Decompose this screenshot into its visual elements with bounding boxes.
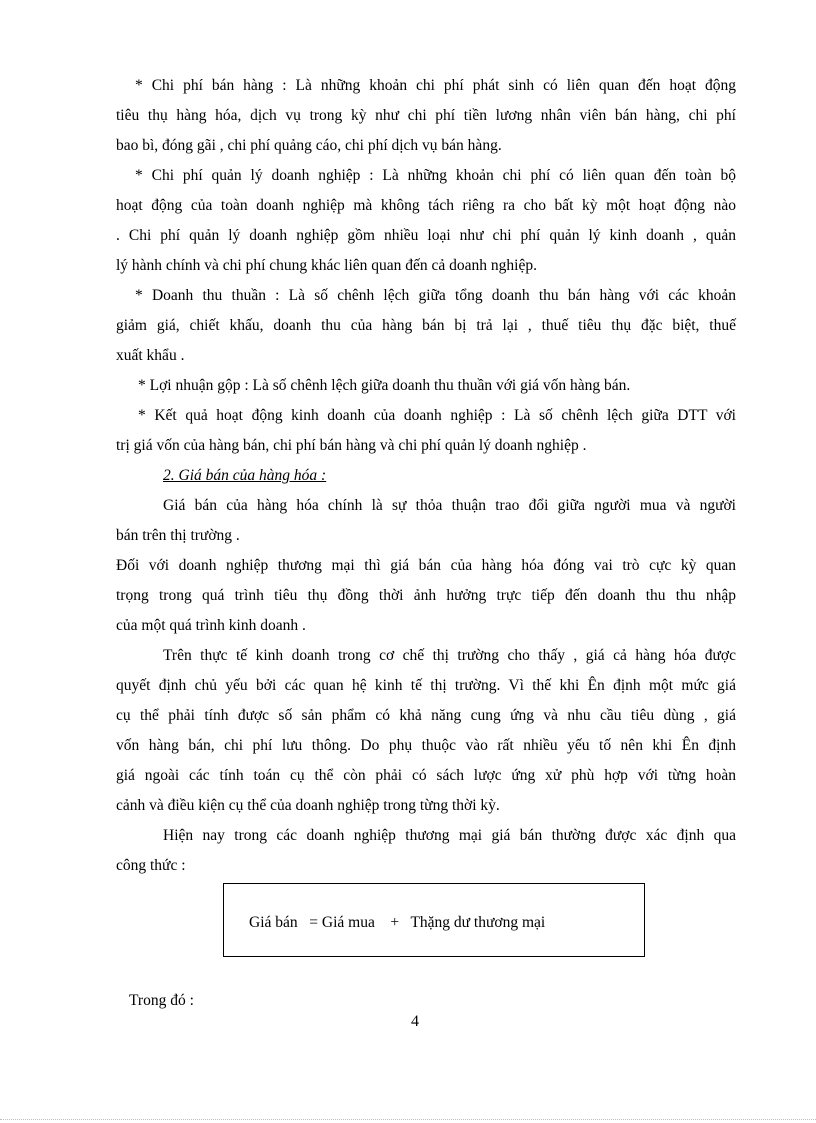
text-line: giảm giá, chiết khấu, doanh thu của hàng bán bị trả lại , thuế tiêu thụ đặc biệt, thuế (116, 317, 736, 334)
text-line: * Chi phí quản lý doanh nghiệp : Là những khoản chi phí có liên quan đến toàn bộ (135, 167, 736, 184)
section-heading: 2. Giá bán của hàng hóa : (163, 467, 327, 484)
text-line: trị giá vốn của hàng bán, chi phí bán hàng và chi phí quản lý doanh nghiệp . (116, 437, 587, 454)
text-line: quyết định chủ yếu bởi các quan hệ kinh tế thị trường. Vì thế khi Ên định một mức giá (116, 677, 736, 694)
formula-box (223, 883, 645, 957)
text-line: * Doanh thu thuần : Là số chênh lệch giữa tổng doanh thu bán hàng với các khoản (135, 287, 736, 304)
text-line: của một quá trình kinh doanh . (116, 617, 306, 634)
text-line: giá ngoài các tính toán cụ thể còn phải có sách lược ứng xử phù hợp với từng hoàn (116, 767, 736, 784)
text-line: Đối với doanh nghiệp thương mại thì giá bán của hàng hóa đóng vai trò cực kỳ quan (116, 557, 736, 574)
formula-rhs: Thặng dư thương mại (410, 914, 546, 931)
text-line: vốn hàng bán, chi phí lưu thông. Do phụ thuộc vào rất nhiều yếu tố nên khi Ên định (116, 737, 736, 754)
text-line: trọng trong quá trình tiêu thụ đồng thời ảnh hưởng trực tiếp đến doanh thu thu nhập (116, 587, 736, 604)
page-number: 4 (411, 1013, 419, 1030)
text-line: bán trên thị trường . (116, 527, 240, 544)
text-line: * Lợi nhuận gộp : Là số chênh lệch giữa doanh thu thuần với giá vốn hàng bán. (138, 377, 631, 394)
text-line: công thức : (116, 857, 186, 874)
formula-plus: + (390, 914, 400, 931)
text-line: xuất khẩu . (116, 347, 185, 364)
formula-eq: = Giá mua (309, 914, 375, 931)
text-line: tiêu thụ hàng hóa, dịch vụ trong kỳ như chi phí tiền lương nhân viên bán hàng, chi phí (116, 107, 736, 124)
text-line: cụ thể phải tính được số sản phẩm có khả năng cung ứng và nhu cầu tiêu dùng , giá (116, 707, 736, 724)
text-line: Trên thực tế kinh doanh trong cơ chế thị trường cho thấy , giá cả hàng hóa được (163, 647, 736, 664)
formula (249, 913, 545, 933)
text-line: Giá bán của hàng hóa chính là sự thỏa thuận trao đổi giữa người mua và người (163, 497, 736, 514)
text-line: lý hành chính và chi phí chung khác liên quan đến cả doanh nghiệp. (116, 257, 537, 274)
text-line: cảnh và điều kiện cụ thể của doanh nghiệp trong từng thời kỳ. (116, 797, 500, 814)
text-line: Hiện nay trong các doanh nghiệp thương mại giá bán thường được xác định qua (163, 827, 736, 844)
text-line: hoạt động của toàn doanh nghiệp mà không tách riêng ra cho bất kỳ một hoạt động nào (116, 197, 736, 214)
text-line: . Chi phí quản lý doanh nghiệp gồm nhiều loại như chi phí quản lý kinh doanh , quản (116, 227, 736, 244)
text-line: * Chi phí bán hàng : Là những khoản chi phí phát sinh có liên quan đến hoạt động (135, 77, 736, 94)
formula-lhs: Giá bán (249, 914, 298, 931)
trailing-text: Trong đó : (129, 992, 194, 1009)
text-line: bao bì, đóng gãi , chi phí quảng cáo, chi phí dịch vụ bán hàng. (116, 137, 502, 154)
page-bottom-rule (0, 1119, 816, 1120)
text-line: * Kết quả hoạt động kinh doanh của doanh nghiệp : Là số chênh lệch giữa DTT với (138, 407, 736, 424)
